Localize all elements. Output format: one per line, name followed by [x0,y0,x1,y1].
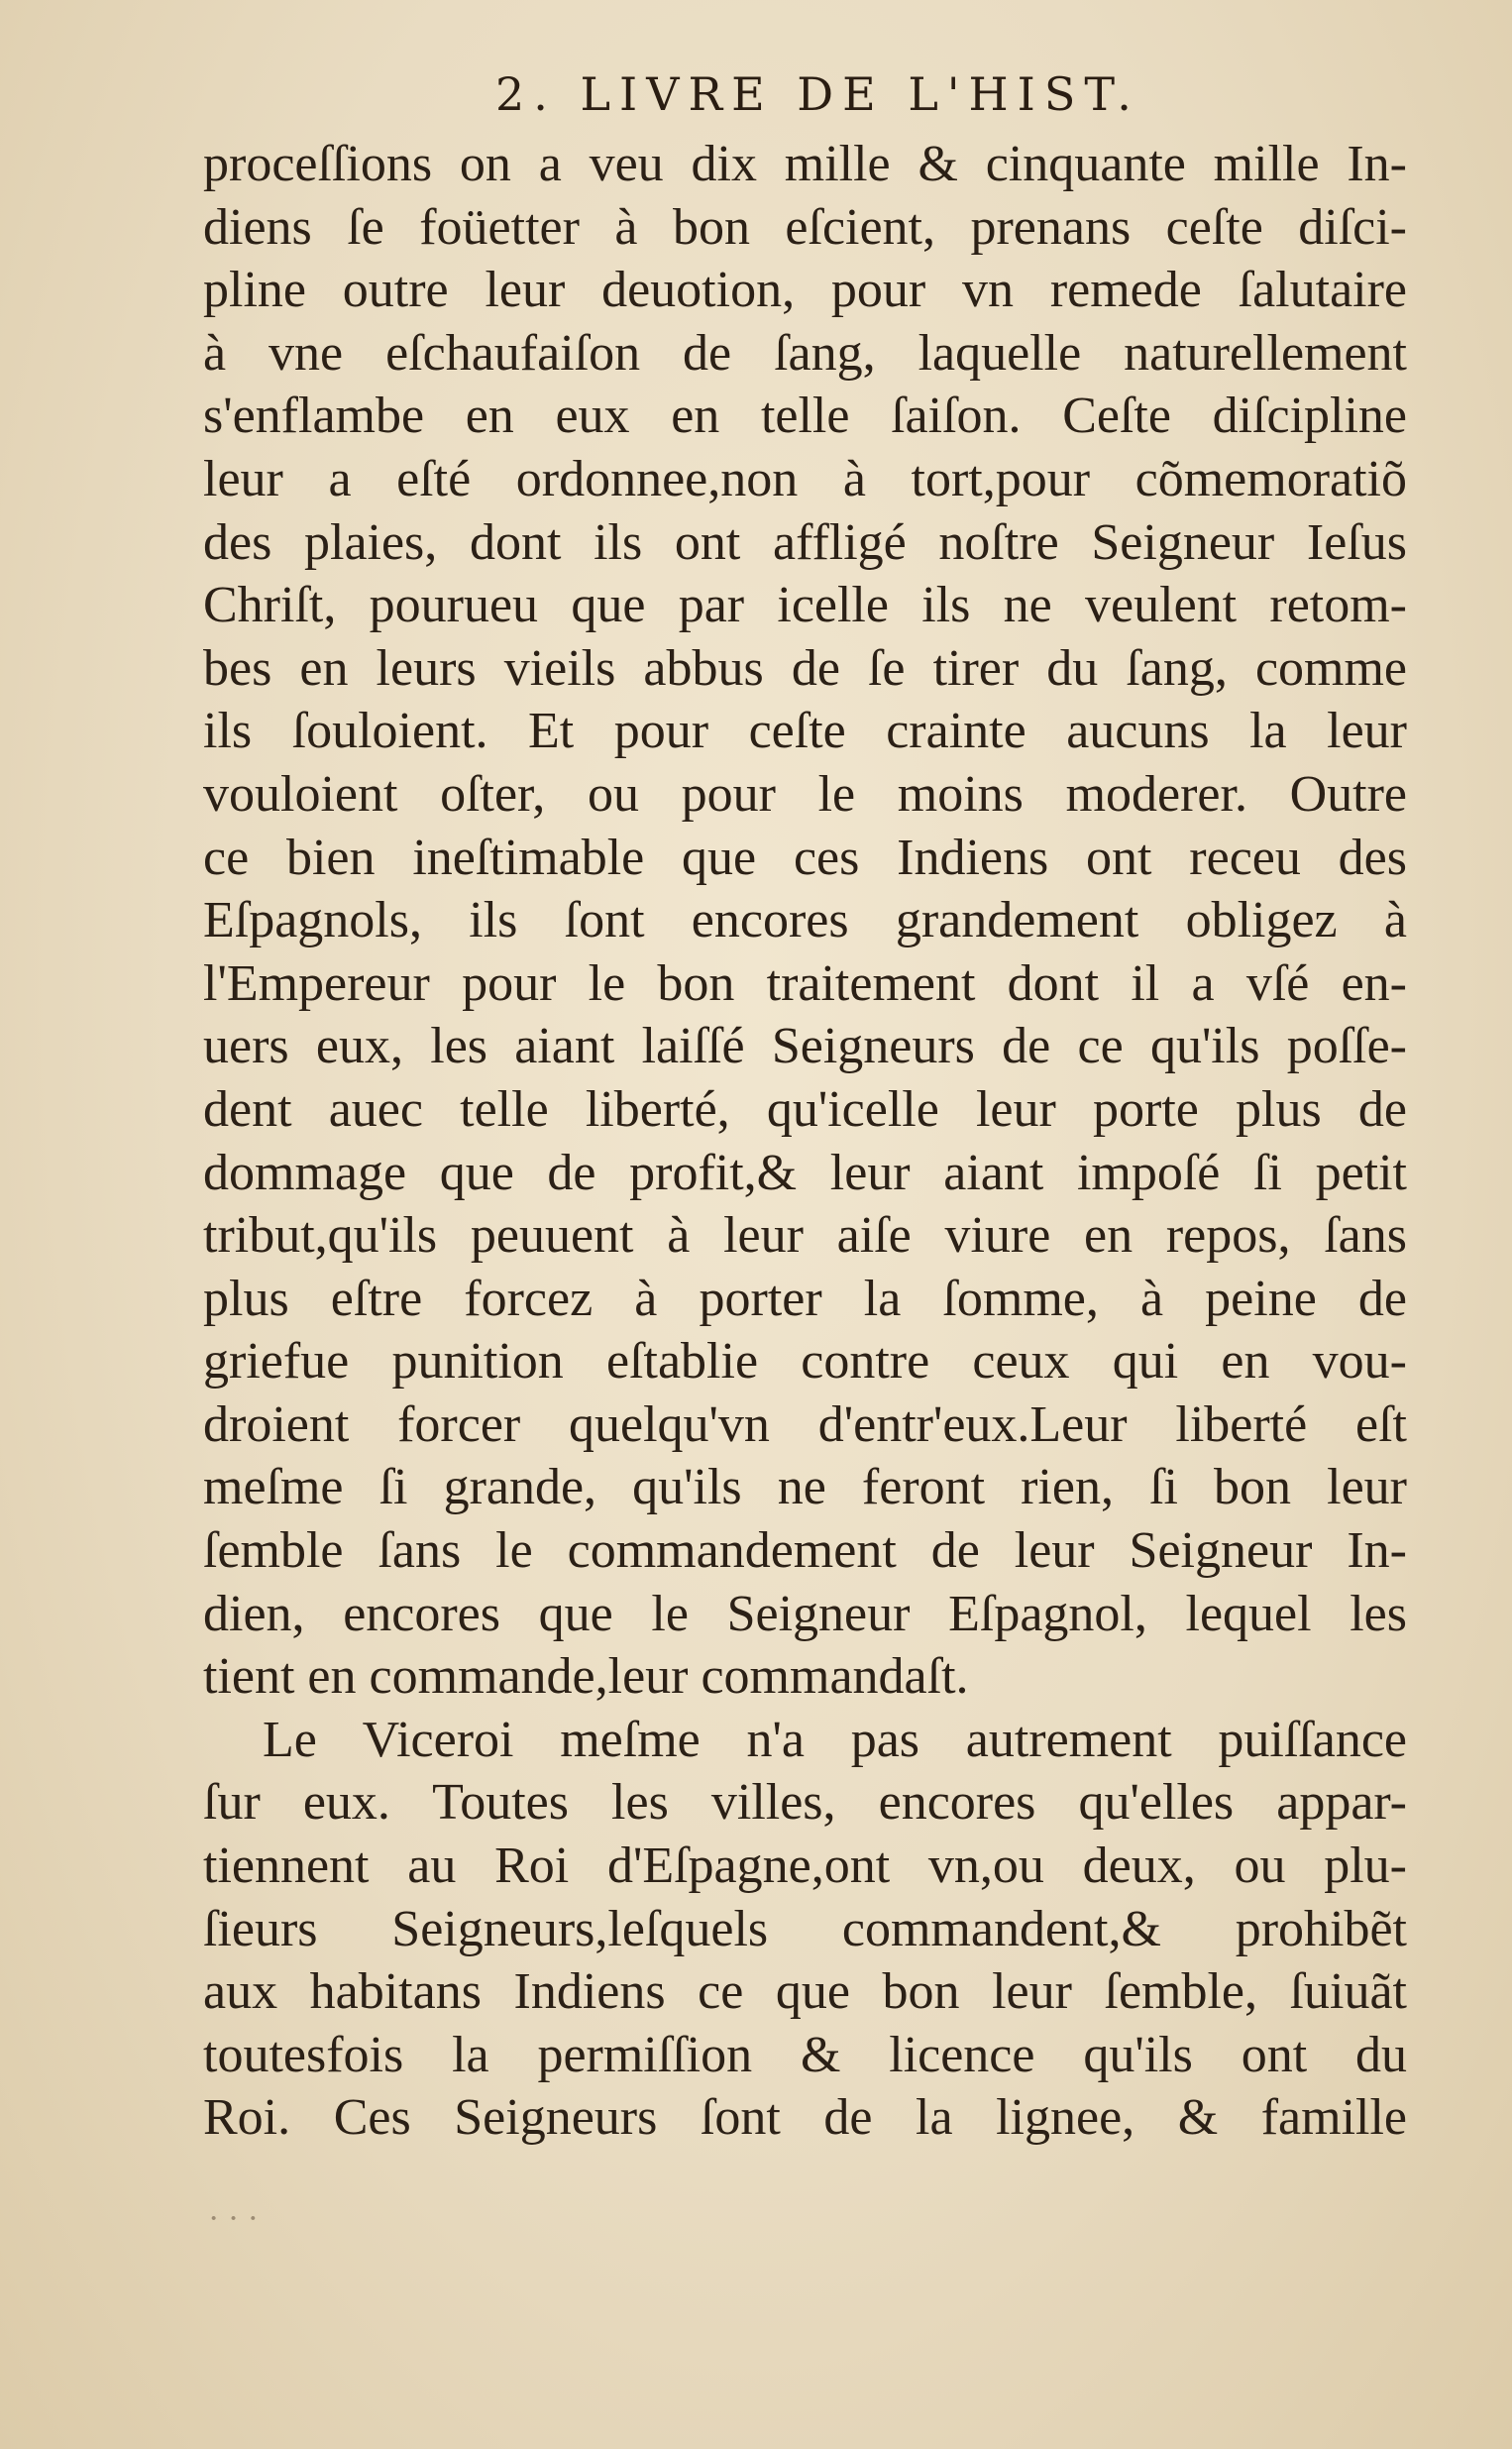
text-line: des plaies, dont ils ont affligé noſtre Seigneur Ieſus [203,513,1407,571]
text-line: vouloient oſter, ou pour le moins moderer. Outre [203,765,1407,823]
text-line: tribut,qu'ils peuuent à leur aiſe viure en repos, ſans [203,1207,1407,1265]
text-line: leur a eſté ordonnee,non à tort,pour cõmemoratiõ [203,450,1407,507]
text-line: toutesfois la permiſſion & licence qu'ils ont du [203,2026,1407,2083]
text-line: droient forcer quelqu'vn d'entr'eux.Leur liberté eſt [203,1395,1407,1453]
text-line: ils ſouloient. Et pour ceſte crainte aucuns la leur [203,703,1407,760]
text-line: plus eſtre forcez à porter la ſomme, à peine de [203,1270,1407,1327]
text-line: ſieurs Seigneurs,leſquels commandent,& prohibẽt [203,1900,1407,1957]
text-line: bes en leurs vieils abbus de ſe tirer du ſang, comme [203,639,1407,697]
text-line: Le Viceroi meſme n'a pas autrement puiſſance [263,1711,1407,1768]
text-line: dent auec telle liberté, qu'icelle leur porte plus de [203,1080,1407,1138]
text-line: uers eux, les aiant laiſſé Seigneurs de ce qu'ils poſſe- [203,1018,1407,1075]
text-line: tiennent au Roi d'Eſpagne,ont vn,ou deux, ou plu- [203,1837,1407,1895]
text-line: à vne eſchaufaiſon de ſang, laquelle naturellement [203,324,1407,382]
text-line: ſur eux. Toutes les villes, encores qu'elles appar- [203,1774,1407,1832]
text-line: l'Empereur pour le bon traitement dont il a vſé en- [203,954,1407,1012]
text-line: ſemble ſans le commandement de leur Seigneur In- [203,1522,1407,1580]
text-line: griefue punition eſtablie contre ceux qui en vou- [203,1333,1407,1391]
text-line: aux habitans Indiens ce que bon leur ſemble, ſuiuãt [203,1963,1407,2021]
text-line: dien, encores que le Seigneur Eſpagnol, lequel les [203,1585,1407,1642]
text-line: diens ſe foüetter à bon eſcient, prenans ceſte diſci- [203,198,1407,256]
text-line: Eſpagnols, ils ſont encores grandement obligez à [203,892,1407,949]
text-line: pline outre leur deuotion, pour vn remede ſalutaire [203,262,1407,319]
ink-blemish: · · · [208,2200,259,2237]
running-header: 2. LIVRE DE L'HIST. [495,67,1140,121]
text-line: proceſſions on a veu dix mille & cinquante mille In- [203,136,1407,192]
body-text [203,133,1407,2150]
text-line: tient en commande,leur commandaſt. [203,1648,969,1706]
text-line: meſme ſi grande, qu'ils ne feront rien, ſi bon leur [203,1459,1407,1516]
text-line: dommage que de profit,& leur aiant impoſé ſi petit [203,1144,1407,1201]
text-line: s'enflambe en eux en telle ſaiſon. Ceſte diſcipline [203,388,1407,445]
text-line: Roi. Ces Seigneurs ſont de la lignee, & famille [203,2089,1407,2147]
text-line: ce bien ineſtimable que ces Indiens ont receu des [203,829,1407,886]
text-line: Chriſt, pourueu que par icelle ils ne veulent retom- [203,577,1407,634]
